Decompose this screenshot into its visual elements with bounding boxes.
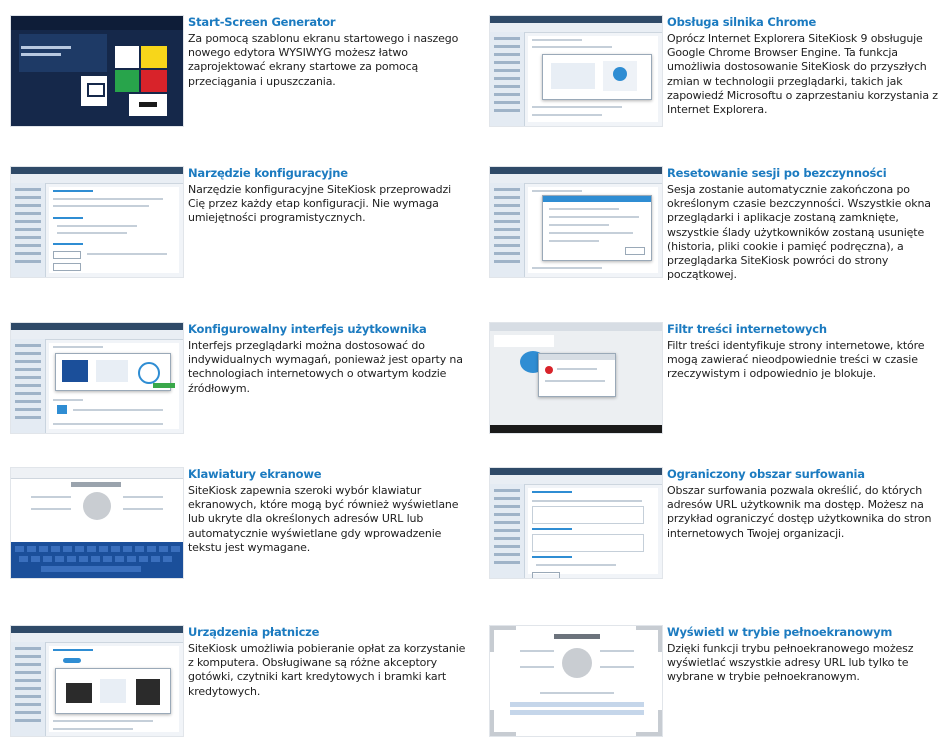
feature-description: Za pomocą szablonu ekranu startowego i naszego nowego edytora WYSIWYG możesz łatwo zaprojektować ekrany startowe za pomocą przeciągania i upuszczania. — [188, 32, 459, 88]
feature-title[interactable]: Narzędzie konfiguracyjne — [188, 166, 348, 180]
feature-description: Interfejs przeglądarki można dostosować do indywidualnych wymagań, ponieważ jest oparty na technologiach internetowych o otwartym kodzie źródłowym. — [188, 339, 463, 395]
feature-thumbnail[interactable] — [489, 322, 663, 434]
feature-title[interactable]: Resetowanie sesji po bezczynności — [667, 166, 887, 180]
feature-description: Sesja zostanie automatycznie zakończona po określonym czasie bezczynności. Wszystkie okna przeglądarki i aplikacje zostaną zamknięte, wszystkie ślady użytkowników zostaną usunięte (historia, pliki cookie i pamięć podręczna), a przeglądarka SiteKiosk powróci do strony początkowej. — [667, 183, 931, 282]
feature-thumbnail[interactable] — [489, 467, 663, 579]
feature-title[interactable]: Klawiatury ekranowe — [188, 467, 322, 481]
feature-description: Dzięki funkcji trybu pełnoekranowego możesz wyświetlać wszystkie adresy URL lub tylko te wybrane w trybie pełnoekranowym. — [667, 642, 914, 684]
feature-description: SiteKiosk zapewnia szeroki wybór klawiatur ekranowych, które mogą być również wyświetlane lub ukryte dla określonych adresów URL lub automatycznie wyświetlane gdy wprowadzenie tekstu jest wymagane. — [188, 484, 459, 554]
feature-thumbnail[interactable] — [489, 166, 663, 278]
feature-description: Narzędzie konfiguracyjne SiteKiosk przeprowadzi Cię przez każdy etap konfiguracji. Nie wymaga umiejętności programistycznych. — [188, 183, 452, 225]
feature-title[interactable]: Ograniczony obszar surfowania — [667, 467, 865, 481]
feature-title[interactable]: Filtr treści internetowych — [667, 322, 827, 336]
feature-thumbnail[interactable] — [489, 15, 663, 127]
feature-title[interactable]: Konfigurowalny interfejs użytkownika — [188, 322, 427, 336]
feature-title[interactable]: Obsługa silnika Chrome — [667, 15, 817, 29]
feature-title[interactable]: Wyświetl w trybie pełnoekranowym — [667, 625, 893, 639]
feature-thumbnail[interactable] — [10, 625, 184, 737]
feature-description: Oprócz Internet Explorera SiteKiosk 9 obsługuje Google Chrome Browser Engine. Ta funkcja umożliwia dostosowanie SiteKiosk do przyszłych zmian w technologii przeglądarki, takich jak zapowiedź Microsoftu o zaprzestaniu korzystania z Internet Explorera. — [667, 32, 938, 117]
feature-thumbnail[interactable] — [10, 467, 184, 579]
feature-title[interactable]: Urządzenia płatnicze — [188, 625, 320, 639]
feature-thumbnail[interactable] — [10, 322, 184, 434]
feature-thumbnail[interactable] — [10, 166, 184, 278]
feature-thumbnail[interactable] — [489, 625, 663, 737]
feature-description: Filtr treści identyfikuje strony internetowe, które mogą zawierać nieodpowiednie treści w czasie rzeczywistym i odpowiednio je blokuje. — [667, 339, 925, 381]
feature-thumbnail[interactable] — [10, 15, 184, 127]
feature-description: Obszar surfowania pozwala określić, do których adresów URL użytkownik ma dostęp. Możesz na przykład ograniczyć dostęp użytkownika do stron internetowych Twojej organizacji. — [667, 484, 932, 540]
feature-description: SiteKiosk umożliwia pobieranie opłat za korzystanie z komputera. Obsługiwane są różne akceptory gotówki, czytniki kart kredytowych i bramki kart kredytowych. — [188, 642, 466, 698]
feature-title[interactable]: Start-Screen Generator — [188, 15, 336, 29]
